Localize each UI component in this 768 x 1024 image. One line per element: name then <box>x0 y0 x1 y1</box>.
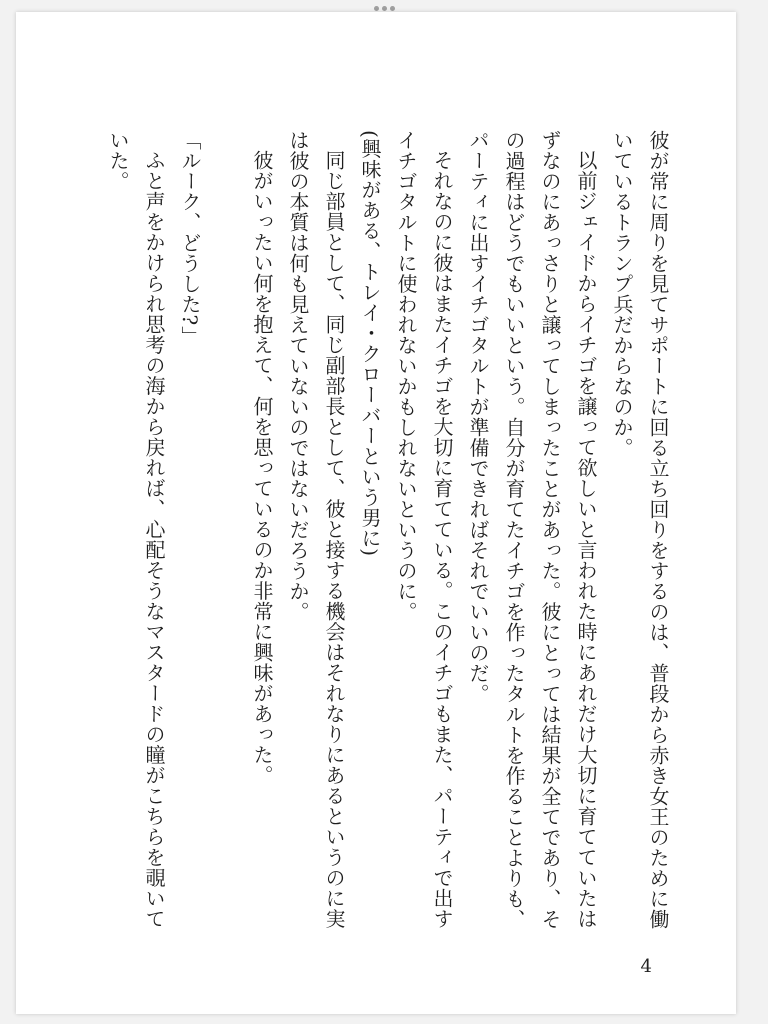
paragraph: ふと声をかけられ思考の海から戻れば、心配そうなマスタードの瞳がこちらを覗いていた。 <box>106 130 166 929</box>
dot-icon <box>374 6 379 11</box>
paragraph: それなのに彼はまたイチゴを大切に育てている。このイチゴもまた、パーティで出すイチゴタルトに使われないかもしれないというのに。 <box>394 130 454 929</box>
dot-icon <box>390 6 395 11</box>
more-options-handle[interactable] <box>372 4 396 12</box>
paragraph: 彼が常に周りを見てサポートに回る立ち回りをするのは、普段から赤き女王のために働いているトランプ兵だからなのか。 <box>610 130 670 930</box>
paragraph: 同じ部員として、同じ副部長として、彼と接する機会はそれなりにあるというのに実は彼の本質は何も見えていないのではないだろうか。 <box>286 130 346 929</box>
paragraph: (興味がある、トレイ・クローバーという男に) <box>358 130 382 557</box>
blank-line <box>208 130 244 930</box>
book-page <box>16 12 736 1014</box>
dialogue-line: 「ルーク、どうした?」 <box>178 130 202 347</box>
paragraph: 彼がいったい何を抱えて、何を思っているのか非常に興味があった。 <box>250 150 274 786</box>
paragraph: 以前ジェイドからイチゴを譲って欲しいと言われた時にあれだけ大切に育てていたはずなのにあっさりと譲ってしまったことがあった。彼にとっては結果が全てであり、その過程はどうでもいいという。自分が育てたイチゴを作ったタルトを作ることよりも、パーティに出すイチゴタルトが準備できればそれでいいのだ。 <box>466 130 598 930</box>
dot-icon <box>382 6 387 11</box>
page-body <box>106 130 676 930</box>
page-number: 4 <box>640 956 652 977</box>
